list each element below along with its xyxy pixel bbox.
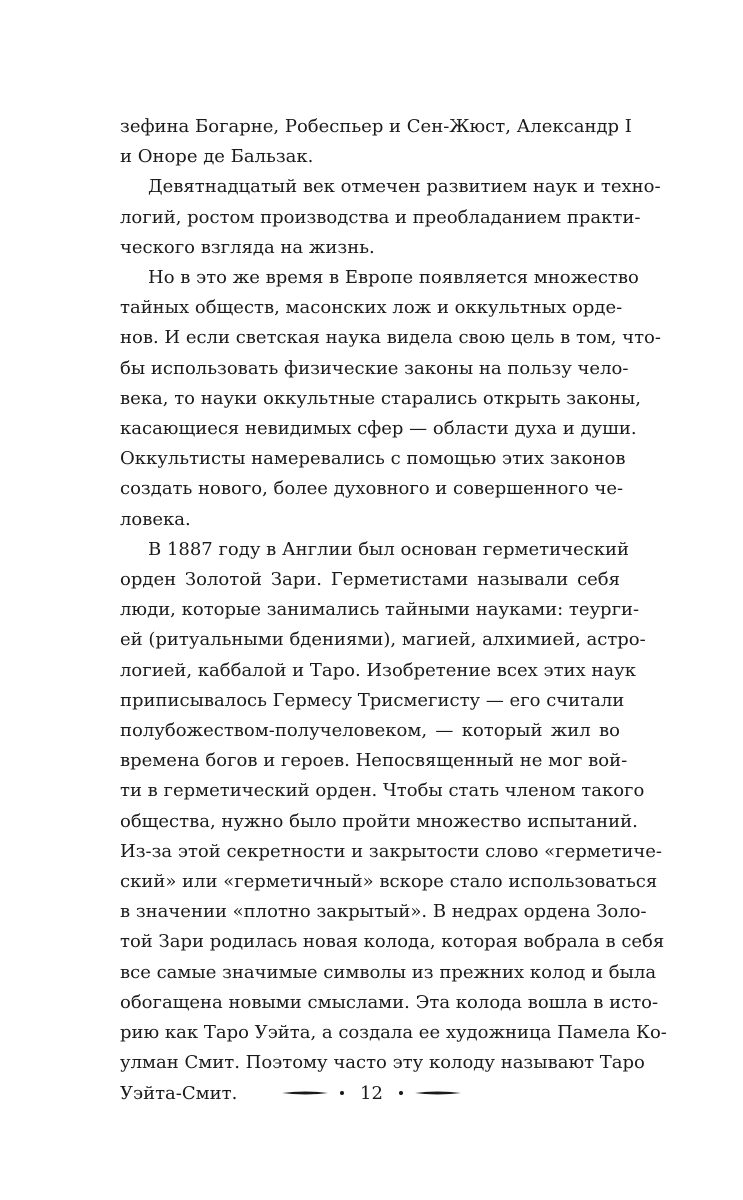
text-line: Из-за этой секретности и закрытости слово «герметиче- — [120, 840, 662, 862]
left-ornament-icon — [282, 1089, 330, 1097]
text-line: Но в это же время в Европе появляется множество — [148, 267, 639, 289]
text-line: логий, ростом производства и преобладанием практи- — [120, 206, 641, 228]
text-line: нов. И если светская наука видела свою цель в том, что- — [120, 327, 661, 349]
text-line: логией, каббалой и Таро. Изобретение всех этих наук — [120, 659, 636, 681]
text-line: той Зари родилась новая колода, которая вобрала в себя — [120, 931, 665, 953]
body-text — [120, 112, 667, 1109]
text-line: ти в герметический орден. Чтобы стать членом такого — [120, 780, 645, 802]
text-line: ский» или «герметичный» вскоре стало использоваться — [120, 871, 658, 893]
text-line: и Оноре де Бальзак. — [120, 146, 314, 168]
text-line: орден Золотой Зари. Герметистами называли себя — [120, 569, 620, 591]
text-line: все самые значимые символы из прежних колод и была — [120, 961, 657, 983]
text-line: рию как Таро Уэйта, а создала ее художница Памела Ко- — [120, 1022, 667, 1044]
text-line: времена богов и героев. Непосвященный не мог вой- — [120, 750, 628, 772]
text-line: обогащена новыми смыслами. Эта колода вошла в исто- — [120, 991, 659, 1013]
page-footer — [0, 1078, 743, 1108]
right-ornament-icon — [413, 1089, 461, 1097]
text-line: касающиеся невидимых сфер — области духа и души. — [120, 418, 637, 440]
text-line: ловека. — [120, 508, 191, 530]
paragraph — [120, 263, 661, 535]
text-line: зефина Богарне, Робеспьер и Сен-Жюст, Александр I — [120, 116, 632, 137]
right-dot-icon — [399, 1091, 403, 1095]
text-line: приписывалось Гермесу Трисмегисту — его считали — [120, 689, 625, 711]
text-line: ей (ритуальными бдениями), магией, алхимией, астро- — [120, 629, 646, 651]
text-line: люди, которые занимались тайными науками: теурги- — [120, 599, 640, 621]
text-line: полубожеством-получеловеком, — который жил во — [120, 720, 620, 742]
paragraph — [120, 535, 667, 1109]
text-line: Уэйта-Смит. — [120, 1082, 238, 1104]
text-line: ческого взгляда на жизнь. — [120, 236, 375, 258]
text-line: создать нового, более духовного и совершенного че- — [120, 478, 624, 500]
text-line: в значении «плотно закрытый». В недрах ордена Золо- — [120, 901, 647, 923]
text-line: Оккультисты намеревались с помощью этих законов — [120, 448, 626, 470]
page-number: 12 — [360, 1082, 383, 1104]
left-dot-icon — [340, 1091, 344, 1095]
paragraph — [120, 172, 661, 263]
text-line: тайных обществ, масонских лож и оккультных орде- — [120, 297, 623, 319]
text-line: общества, нужно было пройти множество испытаний. — [120, 810, 638, 832]
text-line: В 1887 году в Англии был основан герметический — [148, 538, 629, 560]
text-line: века, то науки оккультные старались открыть законы, — [120, 387, 641, 409]
text-line: бы использовать физические законы на пользу чело- — [120, 357, 629, 379]
text-line: Девятнадцатый век отмечен развитием наук и техно- — [148, 176, 661, 198]
paragraph — [120, 112, 632, 172]
text-line: улман Смит. Поэтому часто эту колоду называют Таро — [120, 1052, 645, 1074]
